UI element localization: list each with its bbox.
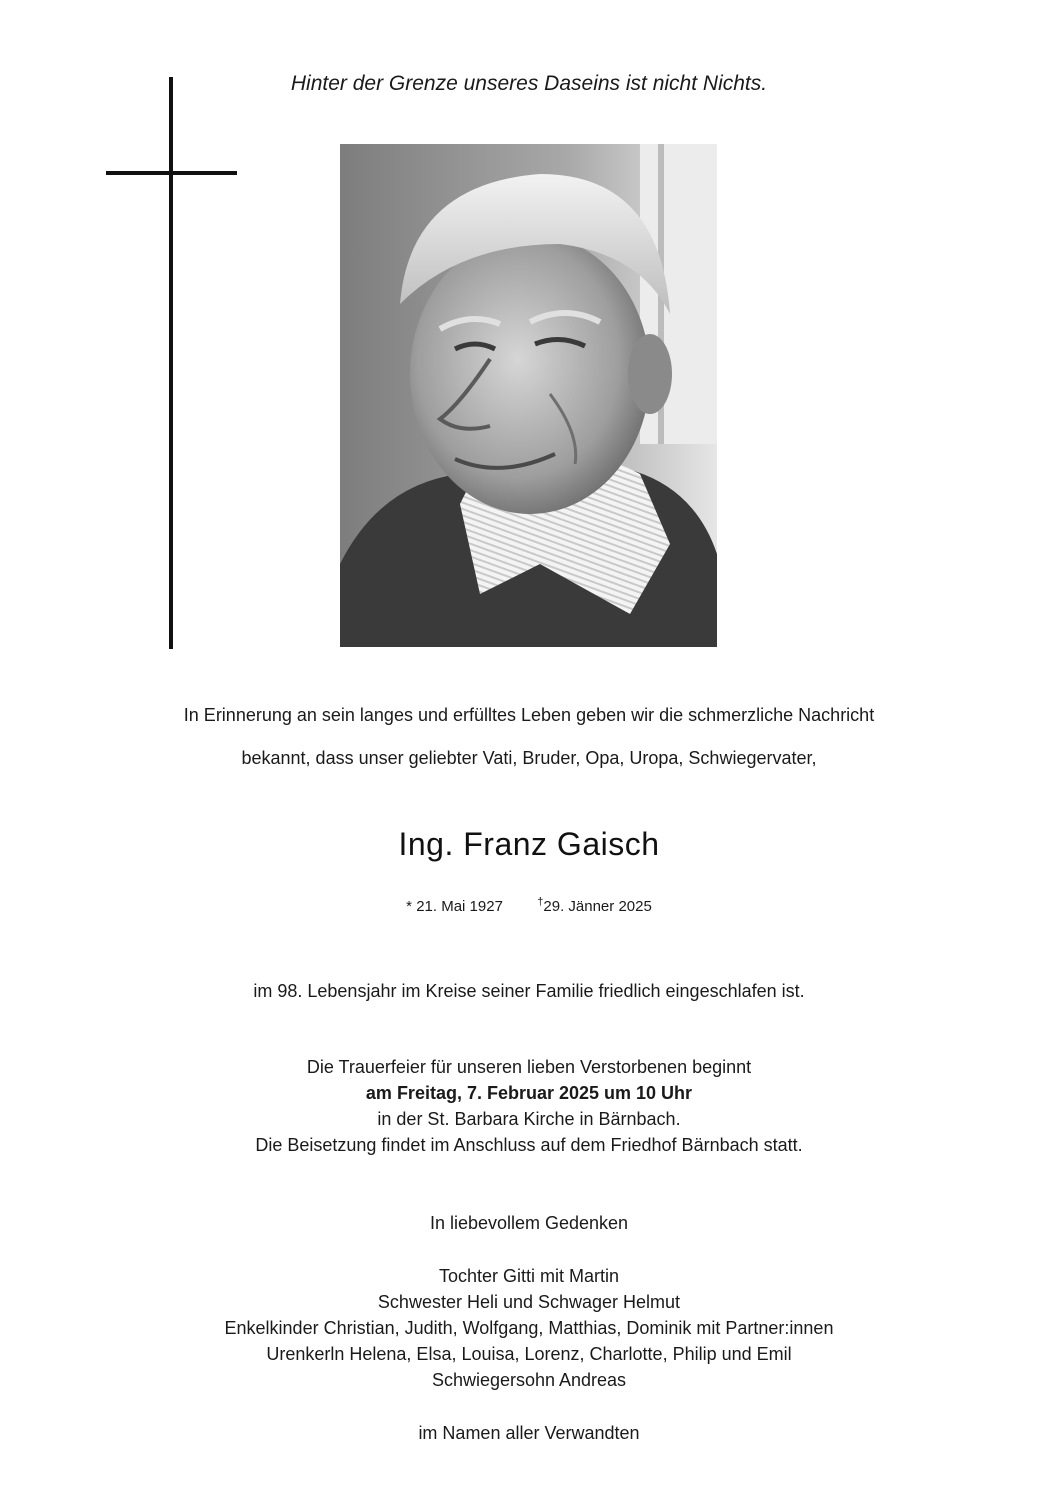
birth-date: 21. Mai 1927 <box>416 898 503 915</box>
mourner-line: Urenkerln Helena, Elsa, Louisa, Lorenz, Charlotte, Philip und Emil <box>266 1344 792 1364</box>
mourners-list <box>0 1263 1058 1393</box>
ceremony-date-time: am Freitag, 7. Februar 2025 um 10 Uhr <box>365 1083 693 1103</box>
mourner-line: Enkelkinder Christian, Judith, Wolfgang, Matthias, Dominik mit Partner:innen <box>224 1318 834 1338</box>
ceremony-block <box>0 1054 1058 1158</box>
portrait-photo <box>340 144 717 647</box>
passing-text: im 98. Lebensjahr im Kreise seiner Familie friedlich eingeschlafen ist. <box>253 981 805 1001</box>
intro-line-1: In Erinnerung an sein langes und erfülltes Leben geben wir die schmerzliche Nachricht <box>183 705 875 725</box>
death-symbol: † <box>537 896 544 908</box>
mourner-line: Schwester Heli und Schwager Helmut <box>377 1292 681 1312</box>
burial-info: Die Beisetzung findet im Anschluss auf dem Friedhof Bärnbach statt. <box>255 1135 803 1155</box>
death-date: 29. Jänner 2025 <box>543 898 652 915</box>
deceased-name: Ing. Franz Gaisch <box>398 826 660 862</box>
cross-vertical-bar <box>169 77 173 649</box>
cross-horizontal-bar <box>106 171 237 175</box>
life-dates <box>0 896 1058 915</box>
birth-symbol: * <box>406 898 413 915</box>
ceremony-location: in der St. Barbara Kirche in Bärnbach. <box>377 1109 681 1129</box>
closing-text: im Namen aller Verwandten <box>418 1423 640 1443</box>
ceremony-line-1: Die Trauerfeier für unseren lieben Verstorbenen beginnt <box>306 1057 752 1077</box>
mourner-line: Tochter Gitti mit Martin <box>438 1266 620 1286</box>
intro-line-2: bekannt, dass unser geliebter Vati, Bruder, Opa, Uropa, Schwiegervater, <box>241 748 817 768</box>
remembrance-text: In liebevollem Gedenken <box>429 1213 629 1233</box>
motto-quote: Hinter der Grenze unseres Daseins ist nicht Nichts. <box>290 72 768 95</box>
mourner-line: Schwiegersohn Andreas <box>431 1370 627 1390</box>
